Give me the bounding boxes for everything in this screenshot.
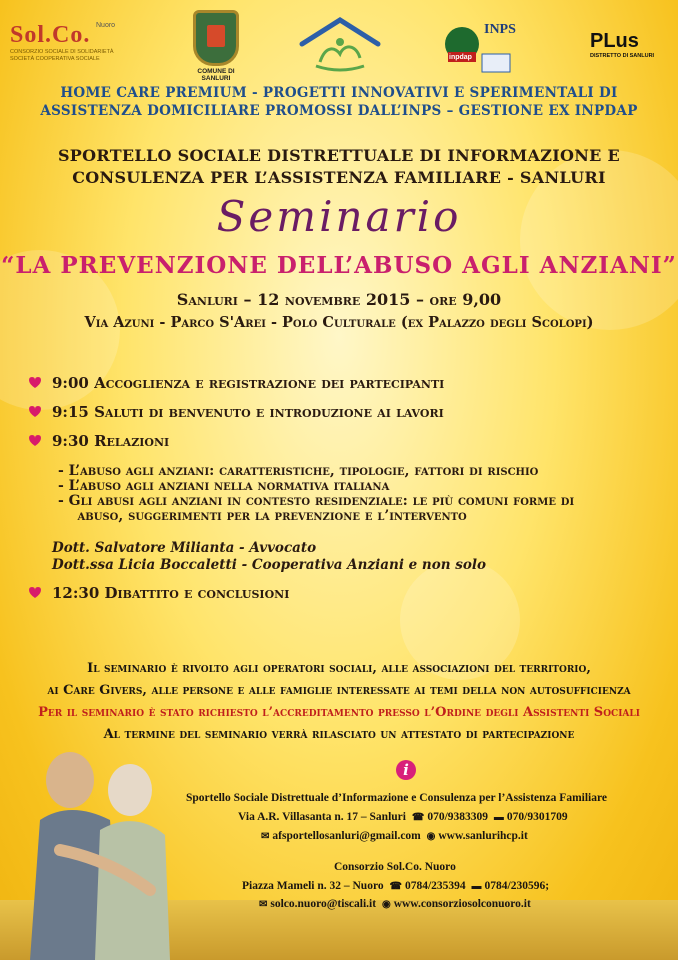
logo-bar [0, 8, 678, 83]
consorzio-fax: 0784/230596; [484, 880, 550, 892]
consorzio-web[interactable]: www.consorziosolconuoro.it [393, 898, 531, 910]
crest-icon [193, 10, 239, 66]
program-item [28, 584, 289, 602]
email-icon: ✉ [259, 899, 268, 910]
notes [0, 658, 678, 746]
consorzio-email[interactable]: solco.nuoro@tiscali.it [270, 898, 377, 910]
note-audience: Il seminario è rivolto agli operatori sociali, alle associazioni del territorio, [87, 661, 591, 676]
topic-item: - L’abuso agli anziani: caratteristiche, tipologie, fattori di rischio [58, 463, 539, 479]
email-icon: ✉ [261, 831, 270, 842]
phone-icon: ☎ [389, 881, 402, 892]
comune-logo [186, 10, 246, 82]
fax-icon: ▬ [471, 881, 482, 892]
speaker: Dott. Salvatore Milianta - Avvocato [52, 540, 317, 556]
contact-address-line [238, 811, 568, 823]
solco-logo-sub1: CONSORZIO SOCIALE DI SOLIDARIETÀ [10, 49, 114, 55]
contact-consorzio: Consorzio Sol.Co. Nuoro [334, 861, 456, 873]
program-item-text: 9:15 Saluti di benvenuto e introduzione ai lavori [52, 403, 444, 421]
sportello-header-line2: CONSULENZA PER L’ASSISTENZA FAMILIARE - SANLURI [72, 168, 606, 187]
consorzio-address: Piazza Mameli n. 32 – Nuoro [242, 880, 384, 892]
heart-bullet-icon [28, 435, 42, 447]
program-item [28, 374, 444, 392]
contact-web[interactable]: www.sanlurihcp.it [438, 830, 528, 842]
solco-logo-text: Sol.Co. [10, 22, 91, 48]
inps-logo-label: INPS [484, 22, 516, 37]
heart-bullet-icon [28, 377, 42, 389]
project-header-line2: ASSISTENZA DOMICILIARE PROMOSSI DALL’INPS – GESTIONE EX INPDAP [40, 103, 638, 119]
web-icon: ◉ [381, 899, 391, 910]
web-icon: ◉ [426, 831, 436, 842]
event-location: Via Azuni - Parco S'Arei - Polo Culturale (ex Palazzo degli Scolopi) [84, 314, 594, 331]
elderly-couple-image [0, 740, 260, 960]
heart-bullet-icon [28, 406, 42, 418]
solco-logo [10, 22, 120, 63]
contact-email[interactable]: afsportellosanluri@gmail.com [272, 830, 421, 842]
project-header-line1: HOME CARE PREMIUM - PROGETTI INNOVATIVI E SPERIMENTALI DI [60, 85, 618, 101]
solco-logo-sub2: SOCIETÀ COOPERATIVA SOCIALE [10, 56, 100, 62]
program-item [28, 403, 444, 421]
solco-logo-nuoro: Nuoro [96, 22, 116, 29]
note-audience-2: ai Care Givers, alle persone e alle famiglie interessate ai temi della non autosufficienza [47, 683, 631, 698]
plus-logo [590, 30, 670, 59]
inpdap-logo-label: inpdap [449, 54, 472, 61]
comune-logo-label: COMUNE DI SANLURI [197, 68, 235, 82]
info-icon: i [396, 760, 416, 780]
consorzio-online-line [256, 898, 531, 910]
contact-phone: 070/9383309 [427, 811, 489, 823]
sportello-header-line1: SPORTELLO SOCIALE DISTRETTUALE DI INFORMAZIONE E [57, 146, 621, 165]
program-item [28, 432, 169, 450]
program [28, 370, 668, 610]
fax-icon: ▬ [493, 812, 504, 823]
house-logo [296, 14, 384, 74]
note-accreditation: Per il seminario è stato richiesto l’accreditamento presso l’Ordine degli Assistenti Sociali [38, 705, 640, 720]
house-icon [296, 14, 384, 74]
phone-icon: ☎ [411, 812, 425, 823]
program-item-text: 9:00 Accoglienza e registrazione dei partecipanti [52, 374, 445, 392]
plus-logo-sub: DISTRETTO DI SANLURI [590, 53, 655, 59]
speaker: Dott.ssa Licia Boccaletti - Cooperativa Anziani e non solo [52, 557, 487, 573]
topic-item: - Gli abusi agli anziani in contesto residenziale: le più comuni forme di [58, 493, 575, 509]
contact-sportello: Sportello Sociale Distrettuale d’Informazione e Consulenza per l’Assistenza Familiare [186, 792, 607, 804]
topic-item: abuso, suggerimenti per la prevenzione e l’intervento [58, 508, 467, 524]
inps-logo [444, 18, 514, 78]
sportello-header [0, 145, 678, 189]
plus-logo-text: PLus [590, 30, 639, 52]
consorzio-address-line [242, 880, 549, 892]
program-item-text: 12:30 Dibattito e conclusioni [52, 584, 290, 602]
event-title: “LA PREVENZIONE DELL’ABUSO AGLI ANZIANI” [1, 252, 677, 279]
project-header [0, 84, 678, 120]
consorzio-phone: 0784/235394 [404, 880, 466, 892]
contact-address: Via A.R. Villasanta n. 17 – Sanluri [238, 811, 406, 823]
note-certificate: Al termine del seminario verrà rilasciato un attestato di partecipazione [103, 727, 575, 742]
contact-online-line [258, 830, 528, 842]
program-item-text: 9:30 Relazioni [52, 432, 170, 450]
event-kind: Seminario [216, 192, 462, 241]
contact-fax: 070/9301709 [506, 811, 568, 823]
topic-item: - L’abuso agli anziani nella normativa italiana [58, 478, 390, 494]
event-date: Sanluri – 12 novembre 2015 – ore 9,00 [176, 290, 502, 309]
heart-bullet-icon [28, 587, 42, 599]
